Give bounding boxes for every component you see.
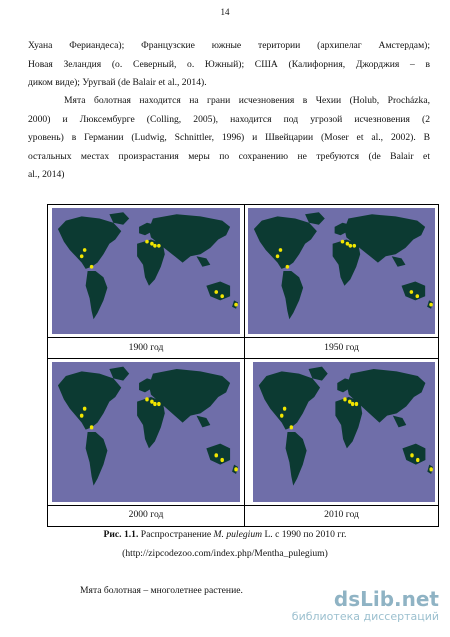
occurrence-marker [150,242,154,246]
occurrence-marker [90,425,94,429]
occurrence-marker [214,290,218,294]
landmass-2 [286,432,307,486]
occurrence-marker [83,248,87,252]
occurrence-marker [157,244,161,248]
occurrence-marker [276,254,280,258]
paragraph-line: al., 2014) [28,169,65,181]
caption-prefix: Рис. 1.1. [103,529,139,540]
landmass-2 [86,432,108,486]
occurrence-marker [80,414,84,418]
landmass-6 [196,416,210,428]
occurrence-marker [83,407,87,411]
landmass-7 [402,444,425,465]
occurrence-marker [150,400,154,404]
map-label-2010: 2010 год [324,509,359,520]
occurrence-marker [153,244,157,248]
caption-text-after: L. с 1990 по 2010 гг. [262,529,347,540]
paragraph-line: уровень) в Германии (Ludwig, Schnittler, 1996) и Швейцарии (Moser et al., 2002). В [28,132,430,144]
map-2000 [52,362,240,502]
occurrence-marker [283,407,286,411]
watermark [287,588,447,623]
figure-divider-vertical [244,205,245,526]
occurrence-marker [290,425,293,429]
map-label-2000: 2000 год [128,509,164,520]
occurrence-marker [348,400,351,404]
figure-source: (http://zipcodezoo.com/index.php/Mentha_pulegium) [122,548,328,559]
caption-text: Распространение [138,529,214,540]
landmass-0 [58,371,121,429]
occurrence-marker [346,242,350,246]
occurrence-marker [341,240,345,244]
occurrence-marker [90,265,94,269]
map-label-1950: 1950 год [324,342,359,353]
occurrence-marker [351,402,354,406]
landmass-6 [393,416,406,428]
paragraph-3: Мята болотная – многолетнее растение. [80,585,243,596]
occurrence-marker [234,467,238,471]
paragraph-line: 2000) и Люксембурге (Colling, 2005), находится под угрозой исчезновения (2 [28,113,430,125]
occurrence-marker [234,303,238,307]
landmass-2 [281,271,303,319]
landmass-7 [206,282,230,301]
landmass-0 [259,371,320,429]
figure-caption [0,529,450,540]
occurrence-marker [214,453,218,457]
distribution-figure [47,204,439,527]
landmass-7 [402,282,426,301]
occurrence-marker [279,248,283,252]
page-number: 14 [220,7,230,17]
map-1900 [52,208,240,334]
landmass-2 [86,271,108,319]
occurrence-marker [349,244,353,248]
occurrence-marker [220,458,224,462]
landmass-4 [137,240,165,286]
landmass-4 [137,397,165,448]
landmass-4 [335,397,362,448]
occurrence-marker [145,397,149,401]
map-2010 [253,362,435,502]
figure-divider-middle [48,358,438,359]
occurrence-marker [355,402,358,406]
paragraph-line: Хуана Фериандеса); Французские южные територии (архипелаг Амстердам); [28,40,430,51]
map-1950 [248,208,435,334]
landmass-6 [196,256,210,267]
landmass-7 [206,444,230,465]
paragraph-line: диком виде); Уругвай (de Balair et al., 2014). [28,77,207,89]
figure-divider-bottom [48,505,438,506]
occurrence-marker [429,303,433,307]
occurrence-marker [410,453,413,457]
paragraph-2 [28,92,430,185]
occurrence-marker [353,244,357,248]
caption-species: M. pulegium [213,529,263,540]
occurrence-marker [416,458,419,462]
occurrence-marker [429,467,432,471]
occurrence-marker [416,294,420,298]
occurrence-marker [145,240,149,244]
occurrence-marker [286,265,290,269]
watermark-logo: dsLib.net [333,587,439,611]
paragraph-line: Новая Зеландия (о. Северный, о. Южный); США (Калифорния, Джорджия – в [28,58,430,70]
occurrence-marker [343,397,346,401]
occurrence-marker [153,402,157,406]
landmass-6 [392,256,406,267]
watermark-subtitle: библиотека диссертаций [291,610,439,623]
paragraph-1 [28,37,430,93]
occurrence-marker [157,402,161,406]
paragraph-line: Мята болотная находится на грани исчезновения в Чехии (Holub, Procházka, [64,95,430,106]
paragraph-line: остальных местах произрастания меры по сохранению не требуются (de Balair et [28,150,430,162]
landmass-0 [58,216,121,269]
landmass-4 [333,240,361,286]
occurrence-marker [80,254,84,258]
occurrence-marker [220,294,224,298]
map-label-1900: 1900 год [128,342,164,353]
occurrence-marker [410,290,414,294]
landmass-0 [254,216,317,269]
occurrence-marker [280,414,283,418]
figure-divider-top [48,337,438,338]
